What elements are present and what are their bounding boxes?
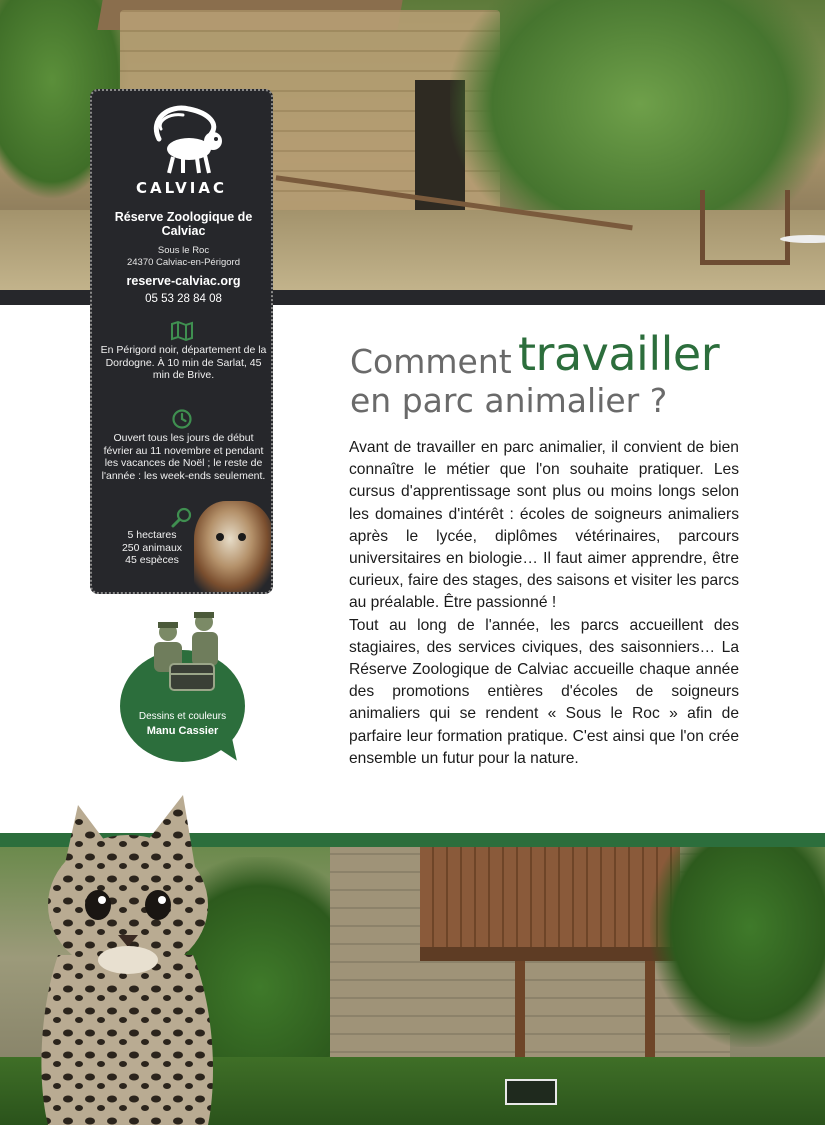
organization-name: Réserve Zoologique de Calviac xyxy=(114,210,253,238)
badge-credit-label: Dessins et couleurs xyxy=(138,711,227,722)
margay-kitten-photo xyxy=(18,785,233,1125)
map-icon xyxy=(170,320,194,342)
clock-icon xyxy=(170,408,194,430)
website-link[interactable]: reserve-calviac.org xyxy=(126,274,241,288)
paragraph-2: Tout au long de l'année, les parcs accueillent des stagiaires, des services civiques, des saisonniers… La Réserve Zoologique de Calviac accueille chaque année des promotions entières d'écoles de soigneurs animaliers qui se rendent « Sous le Roc » afin de parfaire leur formation pratique. C'est ainsi que l'on crée ensemble un futur pour la nature. xyxy=(349,616,739,767)
headline-line-2: en parc animalier ? xyxy=(350,381,668,420)
headline-emphasis: travailler xyxy=(518,327,720,381)
badge-credit-name: Manu Cassier xyxy=(146,725,219,737)
headline-prefix: Comment xyxy=(350,342,512,381)
stat-species: 45 espèces xyxy=(125,554,179,567)
logo-wordmark: CALVIAC xyxy=(136,179,227,197)
info-panel xyxy=(90,89,273,594)
lemur-photo xyxy=(194,501,273,594)
magnifier-icon xyxy=(170,507,194,529)
zookeepers-illustration xyxy=(140,608,230,700)
opening-hours-text: Ouvert tous les jours de début février au 11 novembre et pendant les vacances de Noël ; le reste de l'année : les week-ends seulement. xyxy=(101,432,266,482)
stat-animals: 250 animaux xyxy=(121,541,183,554)
address-line-2: 24370 Calviac-en-Périgord xyxy=(126,257,240,268)
article-body xyxy=(349,437,739,770)
garden-sign xyxy=(505,1079,557,1105)
stat-area: 5 hectares xyxy=(127,529,177,541)
paragraph-1: Avant de travailler en parc animalier, il convient de bien connaître le métier que l'on souhaite pratiquer. Les cursus d'apprentissage sont plus ou moins longs selon les domaines d'intérêt : écoles de soigneurs animaliers après le lycée, diplômes vétérinaires, parcours universitaires en biologie… Il faut aimer apprendre, être curieux, faire des stages, des saisons et visiter les parcs au préalable. Être passionné ! xyxy=(349,439,739,612)
address xyxy=(98,245,269,269)
lemur-logo-icon xyxy=(139,99,229,179)
address-line-1: Sous le Roc xyxy=(157,245,210,256)
region-text: En Périgord noir, département de la Dordogne. À 10 min de Sarlat, 45 min de Brive. xyxy=(100,344,267,382)
phone-number: 05 53 28 84 08 xyxy=(145,293,222,305)
